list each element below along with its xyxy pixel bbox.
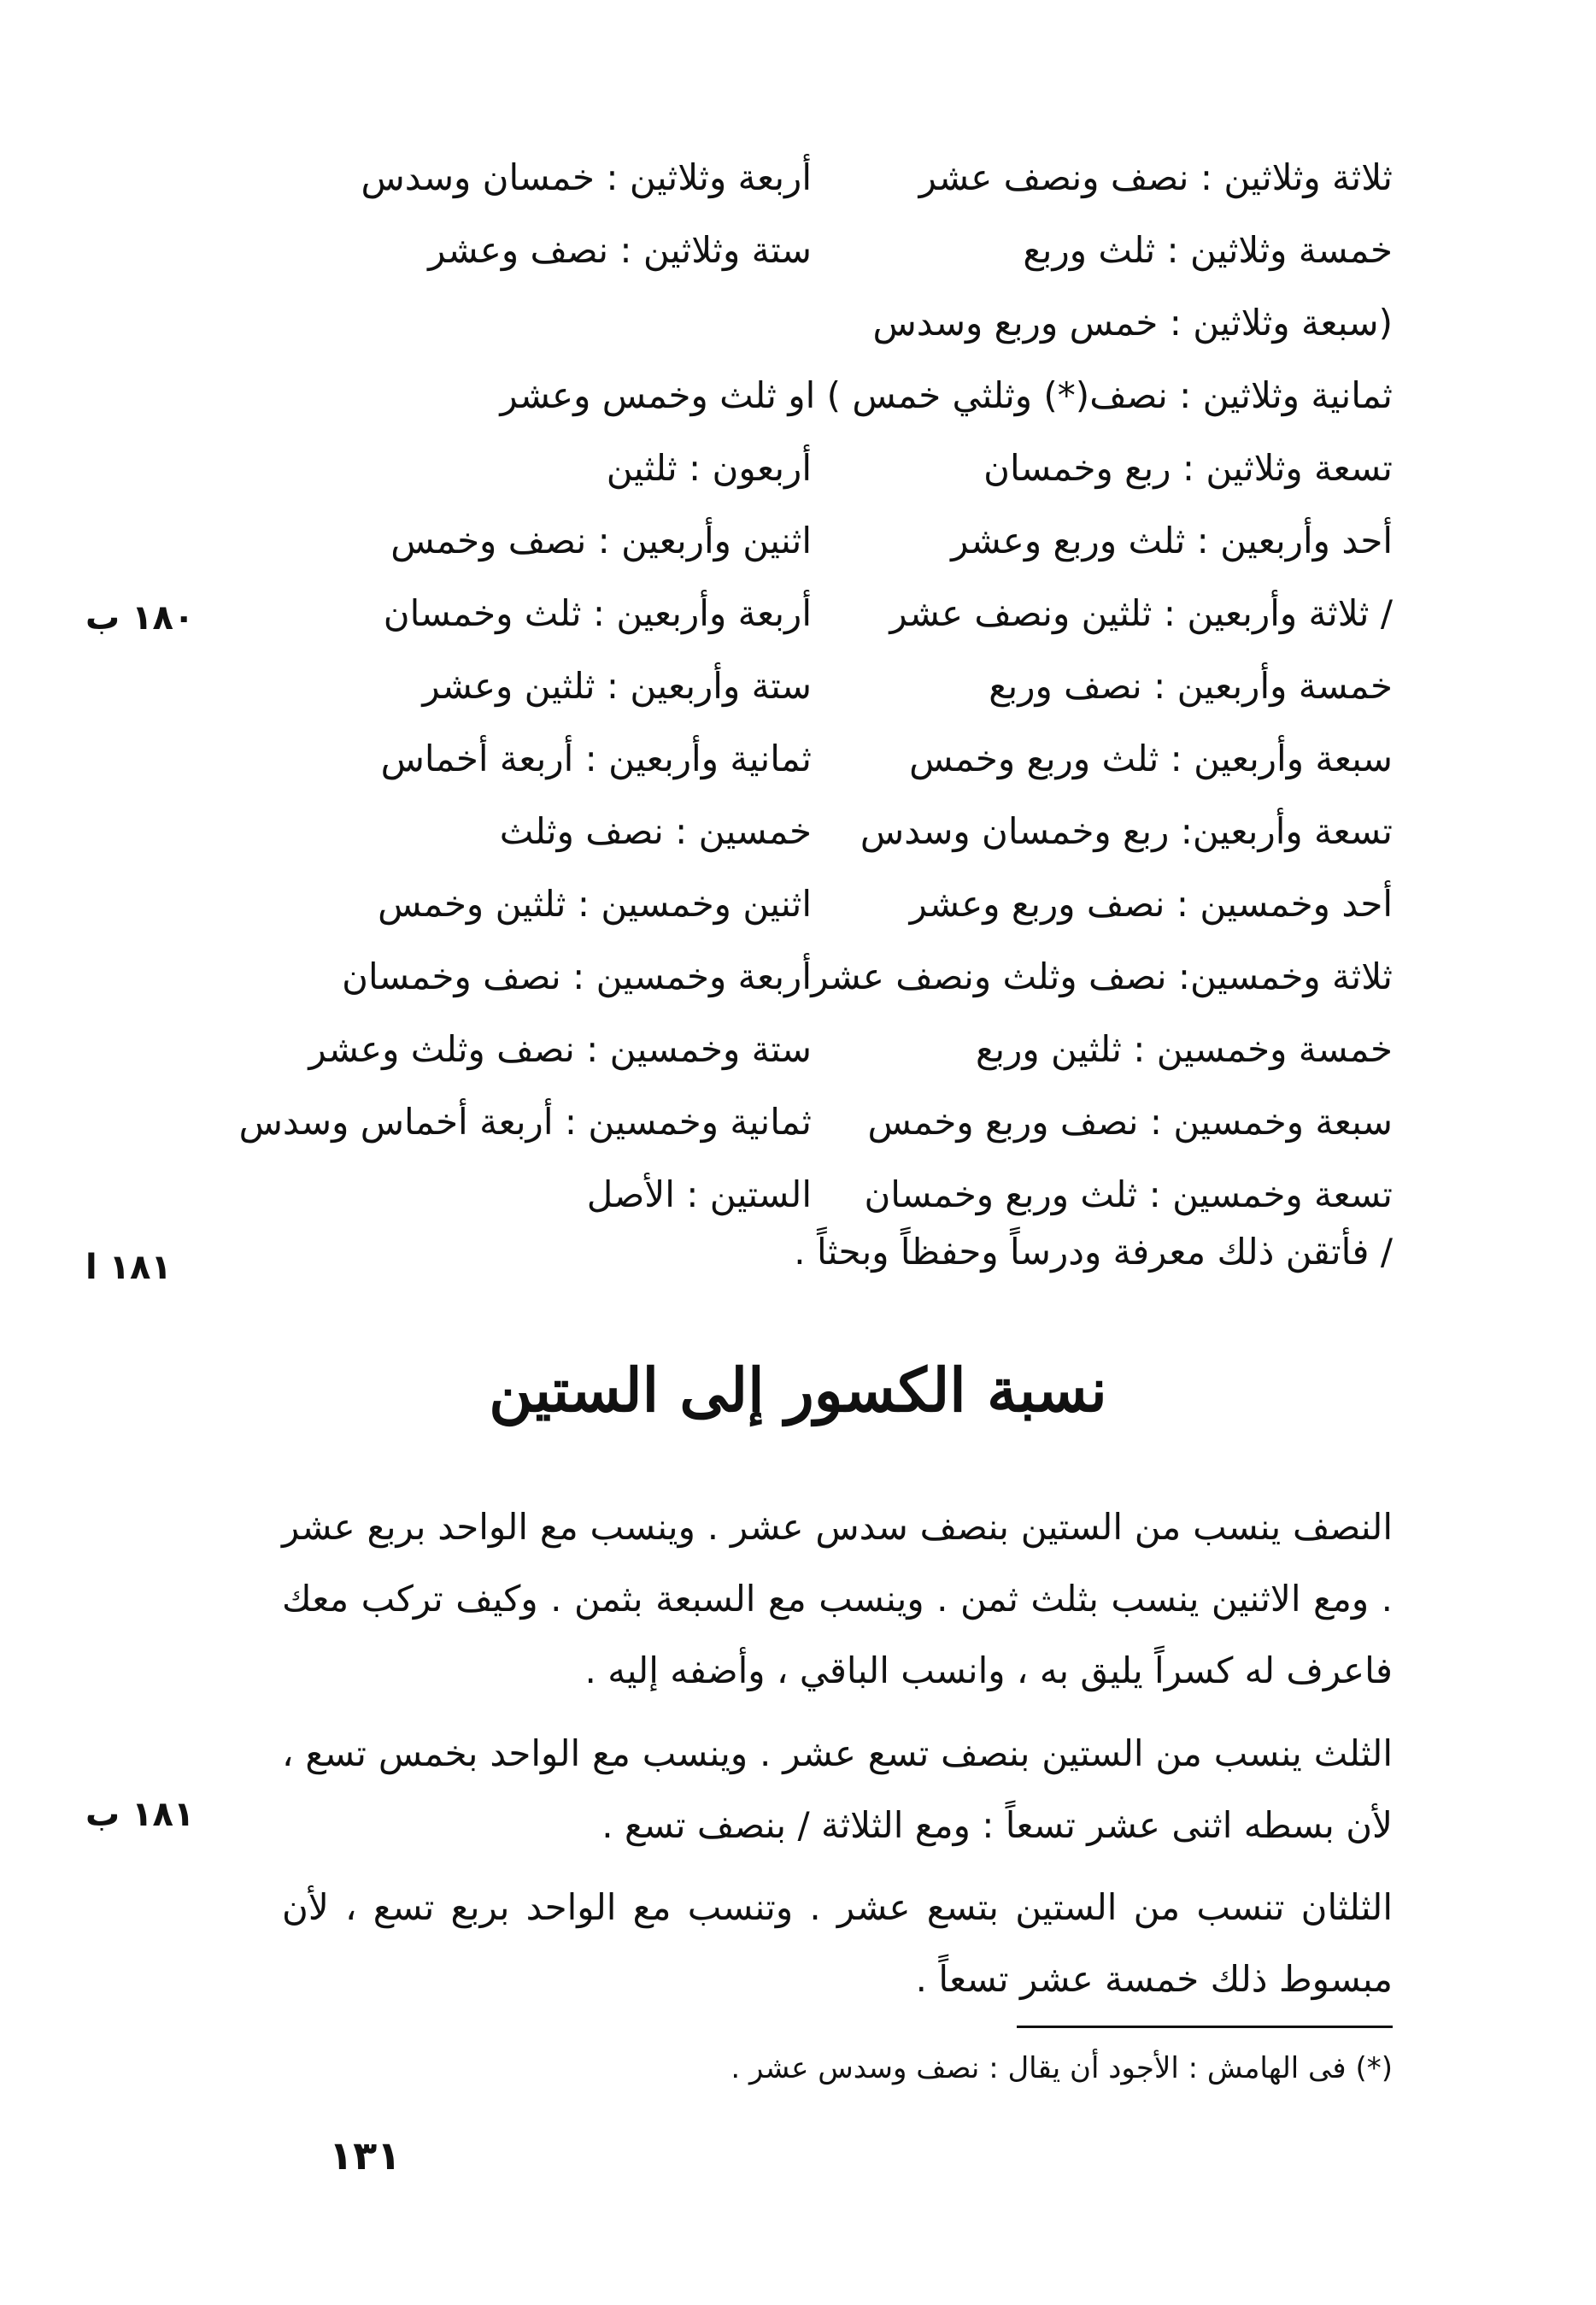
margin-folio-marker: ١٨٠ ب	[85, 598, 195, 638]
table-cell-right: خمسة وثلاثين : ثلث وربع	[1023, 229, 1393, 271]
table-cell-right: ثلاثة وثلاثين : نصف ونصف عشر	[918, 156, 1393, 198]
table-cell-left: أربعة وأربعين : ثلث وخمسان	[383, 592, 812, 634]
table-cell-right: / ثلاثة وأربعين : ثلثين ونصف عشر	[889, 592, 1393, 634]
table-cell-right: تسعة وأربعين: ربع وخمسان وسدس	[860, 810, 1393, 852]
table-cell-left: أربعون : ثلثين	[606, 447, 812, 489]
table-cell-left: ستة وأربعين : ثلثين وعشر	[422, 665, 812, 707]
table-cell-right: تسعة وثلاثين : ربع وخمسان	[983, 447, 1393, 489]
table-row	[273, 940, 1393, 1013]
table-row	[238, 1085, 1393, 1158]
table-cell-left: أربعة وثلاثين : خمسان وسدس	[361, 156, 812, 198]
table-cell-full: (سبعة وثلاثين : خمس وربع وسدس	[872, 302, 1393, 344]
margin-folio-marker: ١٨١ ب	[85, 1795, 195, 1834]
table-cell-right: ثلاثة وخمسين: نصف وثلث ونصف عشر	[811, 956, 1393, 997]
table-cell-right: خمسة وخمسين : ثلثين وربع	[976, 1028, 1393, 1070]
table-cell-right: سبعة وخمسين : نصف وربع وخمس	[867, 1101, 1393, 1143]
table-cell-left: أربعة وخمسين : نصف وخمسان	[342, 956, 812, 997]
table-cell-right: تسعة وخمسين : ثلث وربع وخمسان	[864, 1173, 1393, 1215]
table-cell-left: ثمانية وأربعين : أربعة أخماس	[380, 738, 812, 779]
closing-line: / فأتقن ذلك معرفة ودرساً وحفظاً وبحثاً .	[794, 1231, 1393, 1273]
table-cell-left: ثمانية وخمسين : أربعة أخماس وسدس	[238, 1101, 812, 1143]
table-cell-right: خمسة وأربعين : نصف وربع	[989, 665, 1393, 707]
table-row	[273, 795, 1393, 867]
fraction-table	[238, 141, 1393, 1231]
table-row	[273, 577, 1393, 650]
table-row	[273, 141, 1393, 214]
paragraph-two-thirds: الثلثان تنسب من الستين بتسع عشر . وتنسب مع الواحد بربع تسع ، لأن مبسوط ذلك خمسة عشر تسعاً .	[282, 1886, 1393, 2000]
table-row	[273, 286, 1393, 359]
table-cell-left: خمسين : نصف وثلث	[499, 810, 812, 852]
table-cell-left: الستين : الأصل	[586, 1173, 812, 1215]
footnote: (*) فى الهامش : الأجود أن يقال : نصف وسدس عشر .	[731, 2051, 1393, 2085]
table-cell-right: سبعة وأربعين : ثلث وربع وخمس	[909, 738, 1393, 779]
table-row	[273, 867, 1393, 940]
table-row	[273, 214, 1393, 286]
paragraph-half: النصف ينسب من الستين بنصف سدس عشر . وينسب مع الواحد بربع عشر . ومع الاثنين ينسب بثلث ثمن . وينسب مع السبعة بثمن . وكيف تركب معك فاعرف له كسراً يليق به ، وانسب الباقي ، وأضفه إليه .	[282, 1506, 1393, 1691]
paragraph-third: الثلث ينسب من الستين بنصف تسع عشر . وينسب مع الواحد بخمس تسع ، لأن بسطه اثنى عشر تسعاً : ومع الثلاثة / بنصف تسع .	[282, 1732, 1393, 1846]
table-cell-right: أحد وأربعين : ثلث وربع وعشر	[951, 520, 1393, 562]
table-row	[273, 650, 1393, 722]
table-row	[273, 722, 1393, 795]
table-row	[273, 504, 1393, 577]
table-cell-left: ستة وخمسين : نصف وثلث وعشر	[308, 1028, 812, 1070]
table-cell-full: ثمانية وثلاثين : نصف(*) وثلثي خمس ) او ثلث وخمس وعشر	[500, 374, 1393, 416]
table-row	[273, 1013, 1393, 1085]
table-row	[273, 1158, 1393, 1231]
table-cell-left: ستة وثلاثين : نصف وعشر	[428, 229, 812, 271]
table-cell-left: اثنين وخمسين : ثلثين وخمس	[378, 883, 812, 925]
margin-folio-marker: ١٨١ ا	[85, 1248, 172, 1287]
table-cell-left: اثنين وأربعين : نصف وخمس	[390, 520, 812, 562]
footnote-divider	[1017, 2026, 1393, 2028]
table-row	[273, 432, 1393, 504]
table-cell-right: أحد وخمسين : نصف وربع وعشر	[909, 883, 1393, 925]
table-row	[273, 359, 1393, 432]
page-number: ١٣١	[329, 2132, 402, 2179]
section-heading: نسبة الكسور إلى الستين	[489, 1355, 1107, 1426]
